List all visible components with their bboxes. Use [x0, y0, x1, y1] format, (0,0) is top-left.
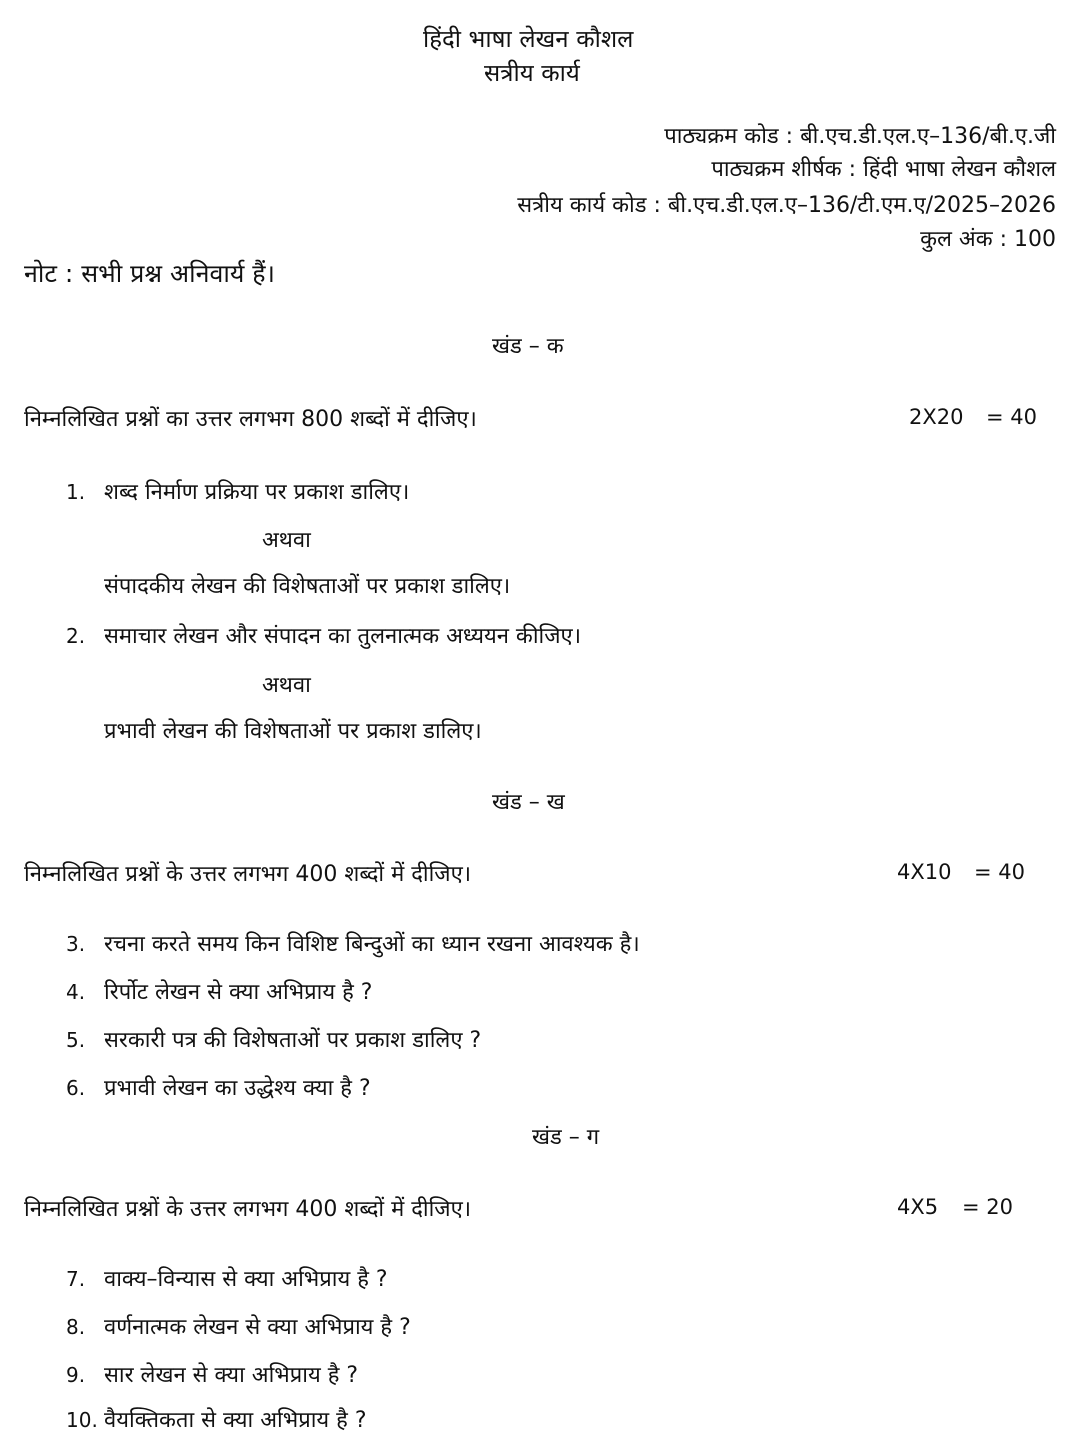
course-title: पाठ्यक्रम शीर्षक : हिंदी भाषा लेखन कौशल — [711, 157, 1056, 182]
document-title: हिंदी भाषा लेखन कौशल — [423, 25, 634, 53]
question-2-alternative: प्रभावी लेखन की विशेषताओं पर प्रकाश डालिए। — [104, 719, 482, 744]
question-10 — [66, 1404, 367, 1434]
question-number: 1. — [66, 480, 86, 504]
section-b-instruction: निम्नलिखित प्रश्नों के उत्तर लगभग 400 शब्दों में दीजिए। — [24, 862, 472, 887]
or-label: अथवा — [262, 673, 311, 698]
question-number: 6. — [66, 1076, 86, 1100]
question-number: 9. — [66, 1363, 86, 1387]
question-text: शब्द निर्माण प्रक्रिया पर प्रकाश डालिए। — [104, 480, 410, 505]
section-b-marks-formula: 4X10 — [897, 860, 952, 884]
section-c-marks-total: = 20 — [962, 1195, 1013, 1219]
section-b-heading: खंड – ख — [492, 790, 565, 815]
question-number: 7. — [66, 1267, 86, 1291]
question-text: प्रभावी लेखन का उद्धेश्य क्या है ? — [104, 1076, 371, 1101]
question-text: रचना करते समय किन विशिष्ट बिन्दुओं का ध्यान रखना आवश्यक है। — [104, 932, 640, 957]
question-8 — [66, 1311, 411, 1341]
note: नोट : सभी प्रश्न अनिवार्य हैं। — [24, 259, 276, 288]
section-a-marks-formula: 2X20 — [909, 405, 964, 429]
question-text: वाक्य–विन्यास से क्या अभिप्राय है ? — [104, 1267, 388, 1292]
question-number: 8. — [66, 1315, 86, 1339]
question-text: रिर्पोट लेखन से क्या अभिप्राय है ? — [104, 980, 373, 1005]
question-number: 4. — [66, 980, 86, 1004]
question-4 — [66, 976, 372, 1006]
total-marks: कुल अंक : 100 — [920, 227, 1056, 252]
course-code: पाठ्यक्रम कोड : बी.एच.डी.एल.ए–136/बी.ए.जी — [664, 124, 1056, 149]
question-text: वैयक्तिकता से क्या अभिप्राय है ? — [104, 1408, 367, 1433]
question-6 — [66, 1072, 371, 1102]
section-c-marks-formula: 4X5 — [897, 1195, 939, 1219]
assignment-code: सत्रीय कार्य कोड : बी.एच.डी.एल.ए–136/टी.एम.ए/2025–2026 — [517, 193, 1056, 218]
section-a-instruction: निम्नलिखित प्रश्नों का उत्तर लगभग 800 शब्दों में दीजिए। — [24, 407, 477, 432]
question-2 — [66, 620, 581, 650]
question-text: सरकारी पत्र की विशेषताओं पर प्रकाश डालिए ? — [104, 1028, 482, 1053]
question-number: 5. — [66, 1028, 86, 1052]
section-a-marks-total: = 40 — [986, 405, 1037, 429]
question-number: 3. — [66, 932, 86, 956]
question-number: 10. — [66, 1408, 98, 1432]
question-1 — [66, 476, 409, 506]
question-text: समाचार लेखन और संपादन का तुलनात्मक अध्ययन कीजिए। — [104, 624, 582, 649]
question-1-alternative: संपादकीय लेखन की विशेषताओं पर प्रकाश डालिए। — [104, 574, 511, 599]
question-text: वर्णनात्मक लेखन से क्या अभिप्राय है ? — [104, 1315, 411, 1340]
or-label: अथवा — [262, 528, 311, 553]
document-subtitle: सत्रीय कार्य — [484, 59, 580, 87]
section-b-marks-total: = 40 — [974, 860, 1025, 884]
question-5 — [66, 1024, 481, 1054]
question-7 — [66, 1263, 388, 1293]
question-number: 2. — [66, 624, 86, 648]
question-3 — [66, 928, 640, 958]
section-c-heading: खंड – ग — [532, 1125, 600, 1150]
question-text: सार लेखन से क्या अभिप्राय है ? — [104, 1363, 359, 1388]
section-c-instruction: निम्नलिखित प्रश्नों के उत्तर लगभग 400 शब्दों में दीजिए। — [24, 1197, 472, 1222]
section-a-heading: खंड – क — [492, 334, 564, 359]
question-9 — [66, 1359, 358, 1389]
